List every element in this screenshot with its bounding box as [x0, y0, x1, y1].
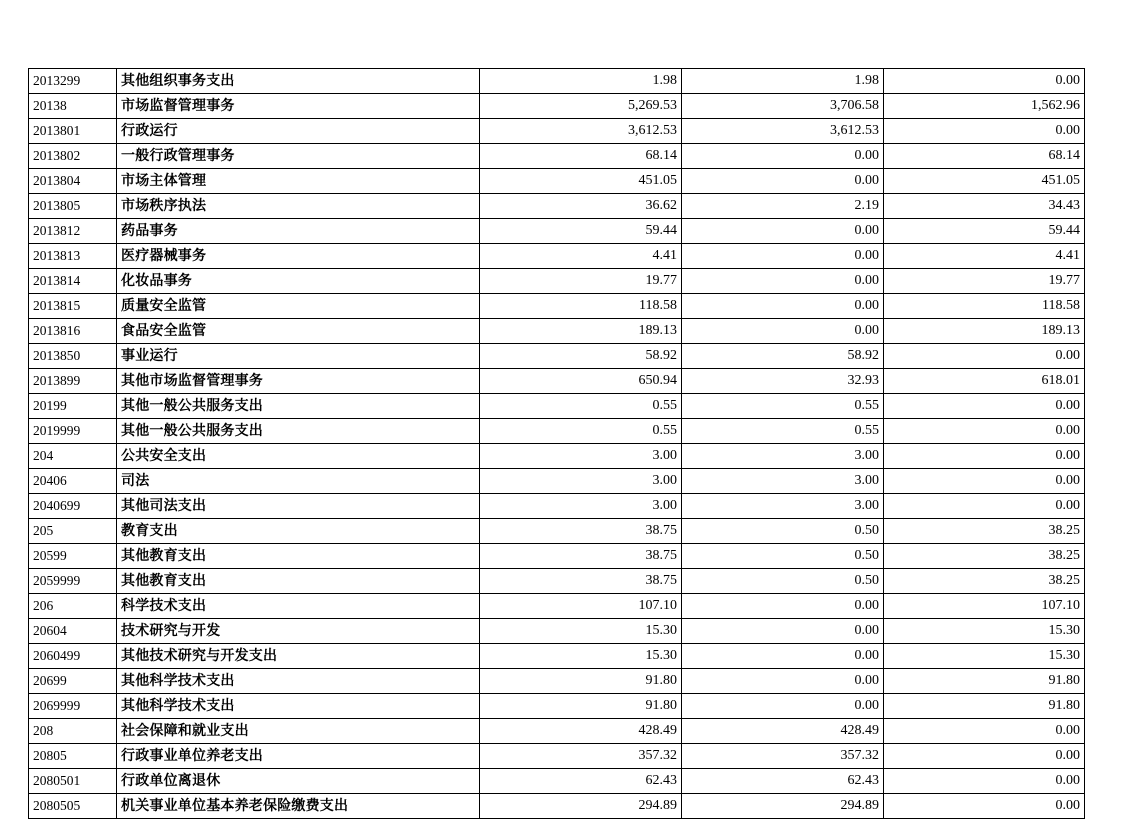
cell-code: 2019999 — [29, 419, 117, 444]
cell-total: 3.00 — [480, 444, 682, 469]
cell-total: 357.32 — [480, 744, 682, 769]
cell-project: 91.80 — [884, 694, 1085, 719]
cell-name: 市场主体管理 — [117, 169, 480, 194]
cell-code: 2013801 — [29, 119, 117, 144]
cell-name: 教育支出 — [117, 519, 480, 544]
table-row — [29, 694, 1085, 719]
cell-code: 2013813 — [29, 244, 117, 269]
cell-code: 20599 — [29, 544, 117, 569]
cell-basic: 0.50 — [682, 569, 884, 594]
cell-project: 4.41 — [884, 244, 1085, 269]
cell-name: 质量安全监管 — [117, 294, 480, 319]
cell-basic: 0.00 — [682, 244, 884, 269]
cell-code: 20604 — [29, 619, 117, 644]
cell-basic: 0.50 — [682, 544, 884, 569]
cell-total: 15.30 — [480, 644, 682, 669]
cell-basic: 32.93 — [682, 369, 884, 394]
cell-name: 医疗器械事务 — [117, 244, 480, 269]
cell-name: 公共安全支出 — [117, 444, 480, 469]
cell-project: 0.00 — [884, 119, 1085, 144]
cell-project: 0.00 — [884, 444, 1085, 469]
cell-total: 451.05 — [480, 169, 682, 194]
table-row — [29, 194, 1085, 219]
cell-project: 451.05 — [884, 169, 1085, 194]
cell-basic: 0.00 — [682, 694, 884, 719]
cell-name: 事业运行 — [117, 344, 480, 369]
cell-basic: 357.32 — [682, 744, 884, 769]
cell-name: 其他技术研究与开发支出 — [117, 644, 480, 669]
cell-code: 206 — [29, 594, 117, 619]
cell-name: 机关事业单位基本养老保险缴费支出 — [117, 794, 480, 819]
cell-total: 428.49 — [480, 719, 682, 744]
cell-code: 208 — [29, 719, 117, 744]
table-row — [29, 344, 1085, 369]
cell-name: 科学技术支出 — [117, 594, 480, 619]
cell-basic: 0.00 — [682, 594, 884, 619]
cell-basic: 0.00 — [682, 219, 884, 244]
cell-total: 1.98 — [480, 69, 682, 94]
cell-basic: 0.55 — [682, 394, 884, 419]
cell-project: 0.00 — [884, 769, 1085, 794]
table-row — [29, 644, 1085, 669]
cell-name: 其他市场监督管理事务 — [117, 369, 480, 394]
cell-project: 15.30 — [884, 619, 1085, 644]
cell-total: 107.10 — [480, 594, 682, 619]
cell-basic: 3.00 — [682, 469, 884, 494]
cell-total: 62.43 — [480, 769, 682, 794]
cell-project: 1,562.96 — [884, 94, 1085, 119]
cell-name: 社会保障和就业支出 — [117, 719, 480, 744]
cell-code: 2080501 — [29, 769, 117, 794]
cell-name: 其他科学技术支出 — [117, 694, 480, 719]
cell-total: 189.13 — [480, 319, 682, 344]
table-body — [29, 69, 1085, 819]
cell-basic: 294.89 — [682, 794, 884, 819]
cell-project: 0.00 — [884, 794, 1085, 819]
table-row — [29, 744, 1085, 769]
cell-total: 68.14 — [480, 144, 682, 169]
cell-total: 650.94 — [480, 369, 682, 394]
cell-basic: 0.00 — [682, 144, 884, 169]
table-row — [29, 544, 1085, 569]
cell-project: 107.10 — [884, 594, 1085, 619]
cell-total: 3,612.53 — [480, 119, 682, 144]
budget-table — [28, 68, 1085, 819]
cell-basic: 1.98 — [682, 69, 884, 94]
cell-name: 行政事业单位养老支出 — [117, 744, 480, 769]
cell-project: 0.00 — [884, 744, 1085, 769]
cell-total: 59.44 — [480, 219, 682, 244]
cell-project: 59.44 — [884, 219, 1085, 244]
cell-basic: 3.00 — [682, 494, 884, 519]
cell-code: 20199 — [29, 394, 117, 419]
cell-total: 3.00 — [480, 469, 682, 494]
cell-project: 0.00 — [884, 494, 1085, 519]
cell-code: 2040699 — [29, 494, 117, 519]
cell-name: 行政运行 — [117, 119, 480, 144]
cell-total: 91.80 — [480, 669, 682, 694]
table-row — [29, 369, 1085, 394]
cell-total: 118.58 — [480, 294, 682, 319]
cell-basic: 2.19 — [682, 194, 884, 219]
cell-total: 3.00 — [480, 494, 682, 519]
cell-project: 68.14 — [884, 144, 1085, 169]
cell-name: 食品安全监管 — [117, 319, 480, 344]
cell-project: 118.58 — [884, 294, 1085, 319]
table-row — [29, 494, 1085, 519]
cell-total: 58.92 — [480, 344, 682, 369]
cell-basic: 0.50 — [682, 519, 884, 544]
cell-name: 其他教育支出 — [117, 569, 480, 594]
cell-code: 2013804 — [29, 169, 117, 194]
cell-project: 189.13 — [884, 319, 1085, 344]
cell-code: 2013816 — [29, 319, 117, 344]
cell-code: 2013815 — [29, 294, 117, 319]
table-row — [29, 469, 1085, 494]
cell-code: 2069999 — [29, 694, 117, 719]
table-row — [29, 69, 1085, 94]
table-row — [29, 719, 1085, 744]
cell-total: 294.89 — [480, 794, 682, 819]
cell-project: 0.00 — [884, 344, 1085, 369]
cell-code: 2013814 — [29, 269, 117, 294]
cell-project: 19.77 — [884, 269, 1085, 294]
table-row — [29, 144, 1085, 169]
cell-name: 其他科学技术支出 — [117, 669, 480, 694]
cell-basic: 3.00 — [682, 444, 884, 469]
table-row — [29, 269, 1085, 294]
table-row — [29, 319, 1085, 344]
cell-total: 38.75 — [480, 569, 682, 594]
cell-name: 药品事务 — [117, 219, 480, 244]
table-row — [29, 119, 1085, 144]
cell-basic: 0.00 — [682, 669, 884, 694]
cell-name: 其他组织事务支出 — [117, 69, 480, 94]
cell-basic: 3,706.58 — [682, 94, 884, 119]
cell-basic: 0.55 — [682, 419, 884, 444]
cell-project: 0.00 — [884, 419, 1085, 444]
cell-code: 2013812 — [29, 219, 117, 244]
cell-name: 化妆品事务 — [117, 269, 480, 294]
cell-project: 0.00 — [884, 469, 1085, 494]
cell-total: 5,269.53 — [480, 94, 682, 119]
table-row — [29, 294, 1085, 319]
cell-total: 0.55 — [480, 419, 682, 444]
cell-code: 20406 — [29, 469, 117, 494]
cell-code: 20138 — [29, 94, 117, 119]
cell-name: 其他司法支出 — [117, 494, 480, 519]
cell-name: 一般行政管理事务 — [117, 144, 480, 169]
table-row — [29, 619, 1085, 644]
cell-name: 市场监督管理事务 — [117, 94, 480, 119]
cell-code: 2013850 — [29, 344, 117, 369]
cell-project: 618.01 — [884, 369, 1085, 394]
cell-code: 2013805 — [29, 194, 117, 219]
cell-code: 2060499 — [29, 644, 117, 669]
cell-project: 0.00 — [884, 394, 1085, 419]
cell-basic: 58.92 — [682, 344, 884, 369]
cell-basic: 0.00 — [682, 319, 884, 344]
cell-basic: 3,612.53 — [682, 119, 884, 144]
table-row — [29, 569, 1085, 594]
cell-total: 91.80 — [480, 694, 682, 719]
cell-code: 205 — [29, 519, 117, 544]
cell-basic: 62.43 — [682, 769, 884, 794]
cell-code: 2013899 — [29, 369, 117, 394]
cell-name: 其他教育支出 — [117, 544, 480, 569]
cell-basic: 0.00 — [682, 644, 884, 669]
cell-project: 38.25 — [884, 519, 1085, 544]
cell-name: 司法 — [117, 469, 480, 494]
cell-code: 2080505 — [29, 794, 117, 819]
cell-total: 4.41 — [480, 244, 682, 269]
table-row — [29, 94, 1085, 119]
table-row — [29, 519, 1085, 544]
cell-total: 38.75 — [480, 544, 682, 569]
cell-total: 19.77 — [480, 269, 682, 294]
cell-code: 2013299 — [29, 69, 117, 94]
cell-code: 2059999 — [29, 569, 117, 594]
table-row — [29, 594, 1085, 619]
cell-project: 34.43 — [884, 194, 1085, 219]
table-row — [29, 444, 1085, 469]
cell-code: 2013802 — [29, 144, 117, 169]
cell-code: 20699 — [29, 669, 117, 694]
cell-total: 38.75 — [480, 519, 682, 544]
cell-name: 技术研究与开发 — [117, 619, 480, 644]
cell-project: 0.00 — [884, 719, 1085, 744]
table-row — [29, 419, 1085, 444]
table-row — [29, 669, 1085, 694]
cell-project: 38.25 — [884, 569, 1085, 594]
cell-basic: 0.00 — [682, 269, 884, 294]
cell-code: 204 — [29, 444, 117, 469]
table-row — [29, 394, 1085, 419]
cell-name: 其他一般公共服务支出 — [117, 419, 480, 444]
table-row — [29, 794, 1085, 819]
cell-basic: 0.00 — [682, 619, 884, 644]
cell-code: 20805 — [29, 744, 117, 769]
table-row — [29, 219, 1085, 244]
cell-project: 0.00 — [884, 69, 1085, 94]
table-row — [29, 769, 1085, 794]
table-row — [29, 244, 1085, 269]
cell-basic: 428.49 — [682, 719, 884, 744]
cell-project: 91.80 — [884, 669, 1085, 694]
table-row — [29, 169, 1085, 194]
cell-total: 0.55 — [480, 394, 682, 419]
cell-total: 15.30 — [480, 619, 682, 644]
cell-basic: 0.00 — [682, 169, 884, 194]
cell-project: 15.30 — [884, 644, 1085, 669]
cell-project: 38.25 — [884, 544, 1085, 569]
cell-name: 市场秩序执法 — [117, 194, 480, 219]
cell-name: 其他一般公共服务支出 — [117, 394, 480, 419]
cell-name: 行政单位离退休 — [117, 769, 480, 794]
cell-basic: 0.00 — [682, 294, 884, 319]
cell-total: 36.62 — [480, 194, 682, 219]
